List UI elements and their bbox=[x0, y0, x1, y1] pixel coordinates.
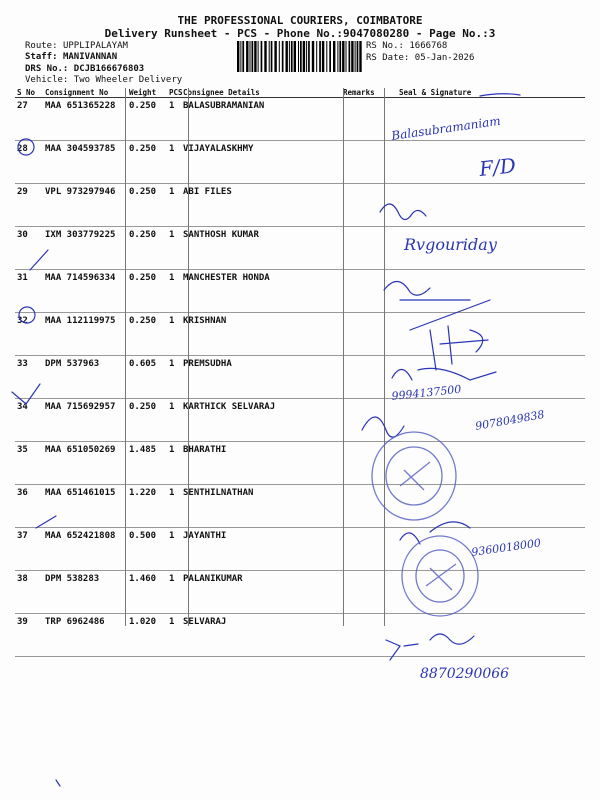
barcode-bar bbox=[351, 41, 353, 72]
barcode-bar bbox=[357, 41, 359, 72]
cell-signature bbox=[397, 184, 585, 227]
cell-weight: 0.500 bbox=[127, 528, 167, 571]
table-row bbox=[15, 184, 585, 227]
cell-remarks bbox=[341, 571, 397, 614]
divider-after-remarks bbox=[384, 88, 385, 626]
col-consignee: Consignee Details bbox=[181, 88, 341, 98]
cell-signature bbox=[397, 270, 585, 313]
cell-weight: 0.250 bbox=[127, 184, 167, 227]
cell-remarks bbox=[341, 313, 397, 356]
staff-label: Staff: bbox=[25, 52, 58, 62]
cell-signature bbox=[397, 614, 585, 657]
company-title: THE PROFESSIONAL COURIERS, COIMBATORE bbox=[177, 14, 423, 27]
col-seal-signature: Seal & Signature bbox=[397, 88, 585, 98]
cell-signature bbox=[397, 227, 585, 270]
col-remarks: Remarks bbox=[341, 88, 397, 98]
barcode-bar bbox=[316, 41, 317, 72]
cell-signature bbox=[397, 571, 585, 614]
barcode-bar bbox=[237, 41, 239, 72]
barcode-bar bbox=[355, 41, 356, 72]
cell-pcs: 1 bbox=[167, 614, 181, 657]
table-row bbox=[15, 614, 585, 657]
barcode-bar bbox=[289, 41, 290, 72]
barcode-bar bbox=[294, 41, 296, 72]
table-header-row bbox=[15, 88, 585, 98]
cell-sno: 28 bbox=[15, 141, 43, 184]
cell-weight: 0.250 bbox=[127, 313, 167, 356]
barcode-bar bbox=[274, 41, 276, 72]
cell-consignee: MANCHESTER HONDA bbox=[181, 270, 341, 313]
cell-consignee: KRISHNAN bbox=[181, 313, 341, 356]
cell-sno: 33 bbox=[15, 356, 43, 399]
barcode-bar bbox=[306, 41, 307, 72]
cell-signature bbox=[397, 356, 585, 399]
barcode-bar bbox=[271, 41, 273, 72]
barcode-bar bbox=[300, 41, 302, 72]
route-label: Route: bbox=[25, 41, 58, 51]
cell-pcs: 1 bbox=[167, 141, 181, 184]
cell-signature bbox=[397, 399, 585, 442]
barcode-bar bbox=[254, 41, 256, 72]
barcode-bar bbox=[312, 41, 314, 72]
barcode-bar bbox=[319, 41, 321, 72]
cell-remarks bbox=[341, 485, 397, 528]
cell-pcs: 1 bbox=[167, 184, 181, 227]
rs-no-value: 1666768 bbox=[409, 41, 448, 51]
handwritten-phone-34a: 9994137500 bbox=[390, 382, 462, 403]
cell-pcs: 1 bbox=[167, 356, 181, 399]
cell-signature bbox=[397, 98, 585, 141]
barcode-bar bbox=[264, 41, 266, 72]
cell-consignment: DPM 537963 bbox=[43, 356, 127, 399]
cell-consignee: BALASUBRAMANIAN bbox=[181, 98, 341, 141]
handwritten-fd: F/D bbox=[478, 153, 517, 181]
cell-weight: 0.250 bbox=[127, 227, 167, 270]
cell-consignee: PALANIKUMAR bbox=[181, 571, 341, 614]
col-weight: Weight bbox=[127, 88, 167, 98]
barcode-bar bbox=[282, 41, 284, 72]
cell-pcs: 1 bbox=[167, 485, 181, 528]
cell-sno: 27 bbox=[15, 98, 43, 141]
cell-remarks bbox=[341, 98, 397, 141]
handwritten-phone-39: 8870290066 bbox=[420, 666, 510, 682]
cell-remarks bbox=[341, 614, 397, 657]
cell-consignment: MAA 112119975 bbox=[43, 313, 127, 356]
barcode-bar bbox=[250, 41, 251, 72]
barcode-bar bbox=[308, 41, 310, 72]
barcode-bar bbox=[326, 41, 327, 72]
barcode-bar bbox=[359, 41, 361, 72]
barcode-bar bbox=[339, 41, 341, 72]
cell-consignment: MAA 714596334 bbox=[43, 270, 127, 313]
cell-sno: 34 bbox=[15, 399, 43, 442]
drs-line bbox=[25, 64, 144, 74]
cell-consignment: MAA 652421808 bbox=[43, 528, 127, 571]
col-pcs: PCS bbox=[169, 88, 183, 97]
table-row bbox=[15, 442, 585, 485]
table-row bbox=[15, 356, 585, 399]
barcode-bar bbox=[298, 41, 299, 72]
cell-consignee: KARTHICK SELVARAJ bbox=[181, 399, 341, 442]
rs-date-line bbox=[366, 53, 474, 63]
cell-consignment: MAA 651365228 bbox=[43, 98, 127, 141]
barcode-bar bbox=[346, 41, 347, 72]
table-row bbox=[15, 270, 585, 313]
delivery-table bbox=[15, 88, 585, 657]
cell-signature bbox=[397, 313, 585, 356]
cell-pcs: 1 bbox=[167, 98, 181, 141]
cell-signature bbox=[397, 485, 585, 528]
cell-weight: 1.020 bbox=[127, 614, 167, 657]
handwritten-phone-34b: 9078049838 bbox=[474, 407, 546, 433]
stray-mark bbox=[56, 780, 60, 786]
cell-consignee: SANTHOSH KUMAR bbox=[181, 227, 341, 270]
cell-weight: 0.250 bbox=[127, 399, 167, 442]
col-consignment: Consignment No bbox=[43, 88, 127, 98]
cell-signature bbox=[397, 442, 585, 485]
table-row bbox=[15, 313, 585, 356]
rs-no-label: RS No.: bbox=[366, 41, 404, 51]
col-sno: S No bbox=[15, 88, 43, 98]
cell-weight: 0.250 bbox=[127, 141, 167, 184]
cell-sno: 38 bbox=[15, 571, 43, 614]
cell-weight: 1.220 bbox=[127, 485, 167, 528]
table-row bbox=[15, 227, 585, 270]
barcode-bar bbox=[246, 41, 248, 72]
cell-consignee: JAYANTHI bbox=[181, 528, 341, 571]
barcode-bar bbox=[342, 41, 344, 72]
cell-consignment: MAA 651050269 bbox=[43, 442, 127, 485]
cell-pcs: 1 bbox=[167, 227, 181, 270]
cell-sno: 35 bbox=[15, 442, 43, 485]
runsheet-title: Delivery Runsheet - PCS - Phone No.:9047080280 - Page No.:3 bbox=[104, 27, 496, 40]
cell-pcs: 1 bbox=[167, 270, 181, 313]
route-line bbox=[25, 41, 128, 51]
cell-remarks bbox=[341, 356, 397, 399]
vehicle-label: Vehicle: bbox=[25, 75, 69, 85]
handwritten-note-30: Rvgouriday bbox=[404, 235, 497, 254]
cell-consignee: SELVARAJ bbox=[181, 614, 341, 657]
cell-consignment: MAA 651461015 bbox=[43, 485, 127, 528]
cell-sno: 32 bbox=[15, 313, 43, 356]
barcode-bar bbox=[261, 41, 263, 72]
barcode-bar bbox=[291, 41, 293, 72]
barcode-bar bbox=[322, 41, 324, 72]
barcode-bar bbox=[329, 41, 331, 72]
staff-line bbox=[25, 52, 117, 62]
table-row bbox=[15, 98, 585, 141]
table-row bbox=[15, 571, 585, 614]
cell-sno: 37 bbox=[15, 528, 43, 571]
cell-remarks bbox=[341, 227, 397, 270]
barcode-bar bbox=[258, 41, 259, 72]
cell-consignment: IXM 303779225 bbox=[43, 227, 127, 270]
cell-sno: 36 bbox=[15, 485, 43, 528]
cell-consignment: DPM 538283 bbox=[43, 571, 127, 614]
drs-label: DRS No.: bbox=[25, 64, 69, 74]
cell-sno: 31 bbox=[15, 270, 43, 313]
table-row bbox=[15, 528, 585, 571]
vehicle-value: Two Wheeler Delivery bbox=[73, 75, 183, 85]
cell-consignee: BHARATHI bbox=[181, 442, 341, 485]
barcode-bar bbox=[242, 41, 244, 72]
barcode-bar bbox=[269, 41, 270, 72]
route-value: UPPLIPALAYAM bbox=[62, 41, 128, 51]
cell-consignment: MAA 304593785 bbox=[43, 141, 127, 184]
cell-weight: 0.605 bbox=[127, 356, 167, 399]
cell-remarks bbox=[341, 399, 397, 442]
table-row bbox=[15, 141, 585, 184]
cell-remarks bbox=[341, 270, 397, 313]
barcode-bar bbox=[333, 41, 335, 72]
cell-pcs: 1 bbox=[167, 528, 181, 571]
cell-weight: 0.250 bbox=[127, 98, 167, 141]
cell-weight: 0.250 bbox=[127, 270, 167, 313]
barcode bbox=[236, 41, 362, 72]
rs-no-line bbox=[366, 41, 447, 51]
drs-value: DCJB166676803 bbox=[73, 64, 145, 74]
barcode-bar bbox=[303, 41, 305, 72]
divider-after-pcs bbox=[188, 88, 189, 626]
cell-remarks bbox=[341, 184, 397, 227]
staff-value: MANIVANNAN bbox=[62, 52, 118, 62]
barcode-bar bbox=[279, 41, 280, 72]
handwritten-sig-27: Balasubramaniam bbox=[390, 113, 502, 143]
divider-after-consignee bbox=[343, 88, 344, 626]
cell-pcs: 1 bbox=[167, 442, 181, 485]
cell-signature bbox=[397, 528, 585, 571]
cell-consignment: MAA 715692957 bbox=[43, 399, 127, 442]
cell-weight: 1.460 bbox=[127, 571, 167, 614]
cell-consignee: SENTHILNATHAN bbox=[181, 485, 341, 528]
barcode-bar bbox=[286, 41, 288, 72]
cell-remarks bbox=[341, 442, 397, 485]
barcode-bar bbox=[349, 41, 351, 72]
cell-remarks bbox=[341, 528, 397, 571]
handwritten-phone-37: 9360018000 bbox=[470, 536, 542, 559]
cell-pcs: 1 bbox=[167, 313, 181, 356]
cell-consignment: TRP 6962486 bbox=[43, 614, 127, 657]
barcode-bar bbox=[337, 41, 338, 72]
cell-signature bbox=[397, 141, 585, 184]
cell-consignee: ABI FILES bbox=[181, 184, 341, 227]
cell-consignment: VPL 973297946 bbox=[43, 184, 127, 227]
divider-after-consignment bbox=[125, 88, 126, 626]
barcode-bar bbox=[240, 41, 241, 72]
rs-date-label: RS Date: bbox=[366, 53, 410, 63]
cell-consignee: PREMSUDHA bbox=[181, 356, 341, 399]
cell-sno: 30 bbox=[15, 227, 43, 270]
cell-weight: 1.485 bbox=[127, 442, 167, 485]
vehicle-line bbox=[25, 75, 182, 85]
cell-consignee: VIJAYALASKHMY bbox=[181, 141, 341, 184]
cell-sno: 29 bbox=[15, 184, 43, 227]
cell-remarks bbox=[341, 141, 397, 184]
cell-pcs: 1 bbox=[167, 399, 181, 442]
barcode-bar bbox=[252, 41, 254, 72]
cell-pcs: 1 bbox=[167, 571, 181, 614]
table-row bbox=[15, 485, 585, 528]
table-row bbox=[15, 399, 585, 442]
cell-sno: 39 bbox=[15, 614, 43, 657]
rs-date-value: 05-Jan-2026 bbox=[414, 53, 475, 63]
